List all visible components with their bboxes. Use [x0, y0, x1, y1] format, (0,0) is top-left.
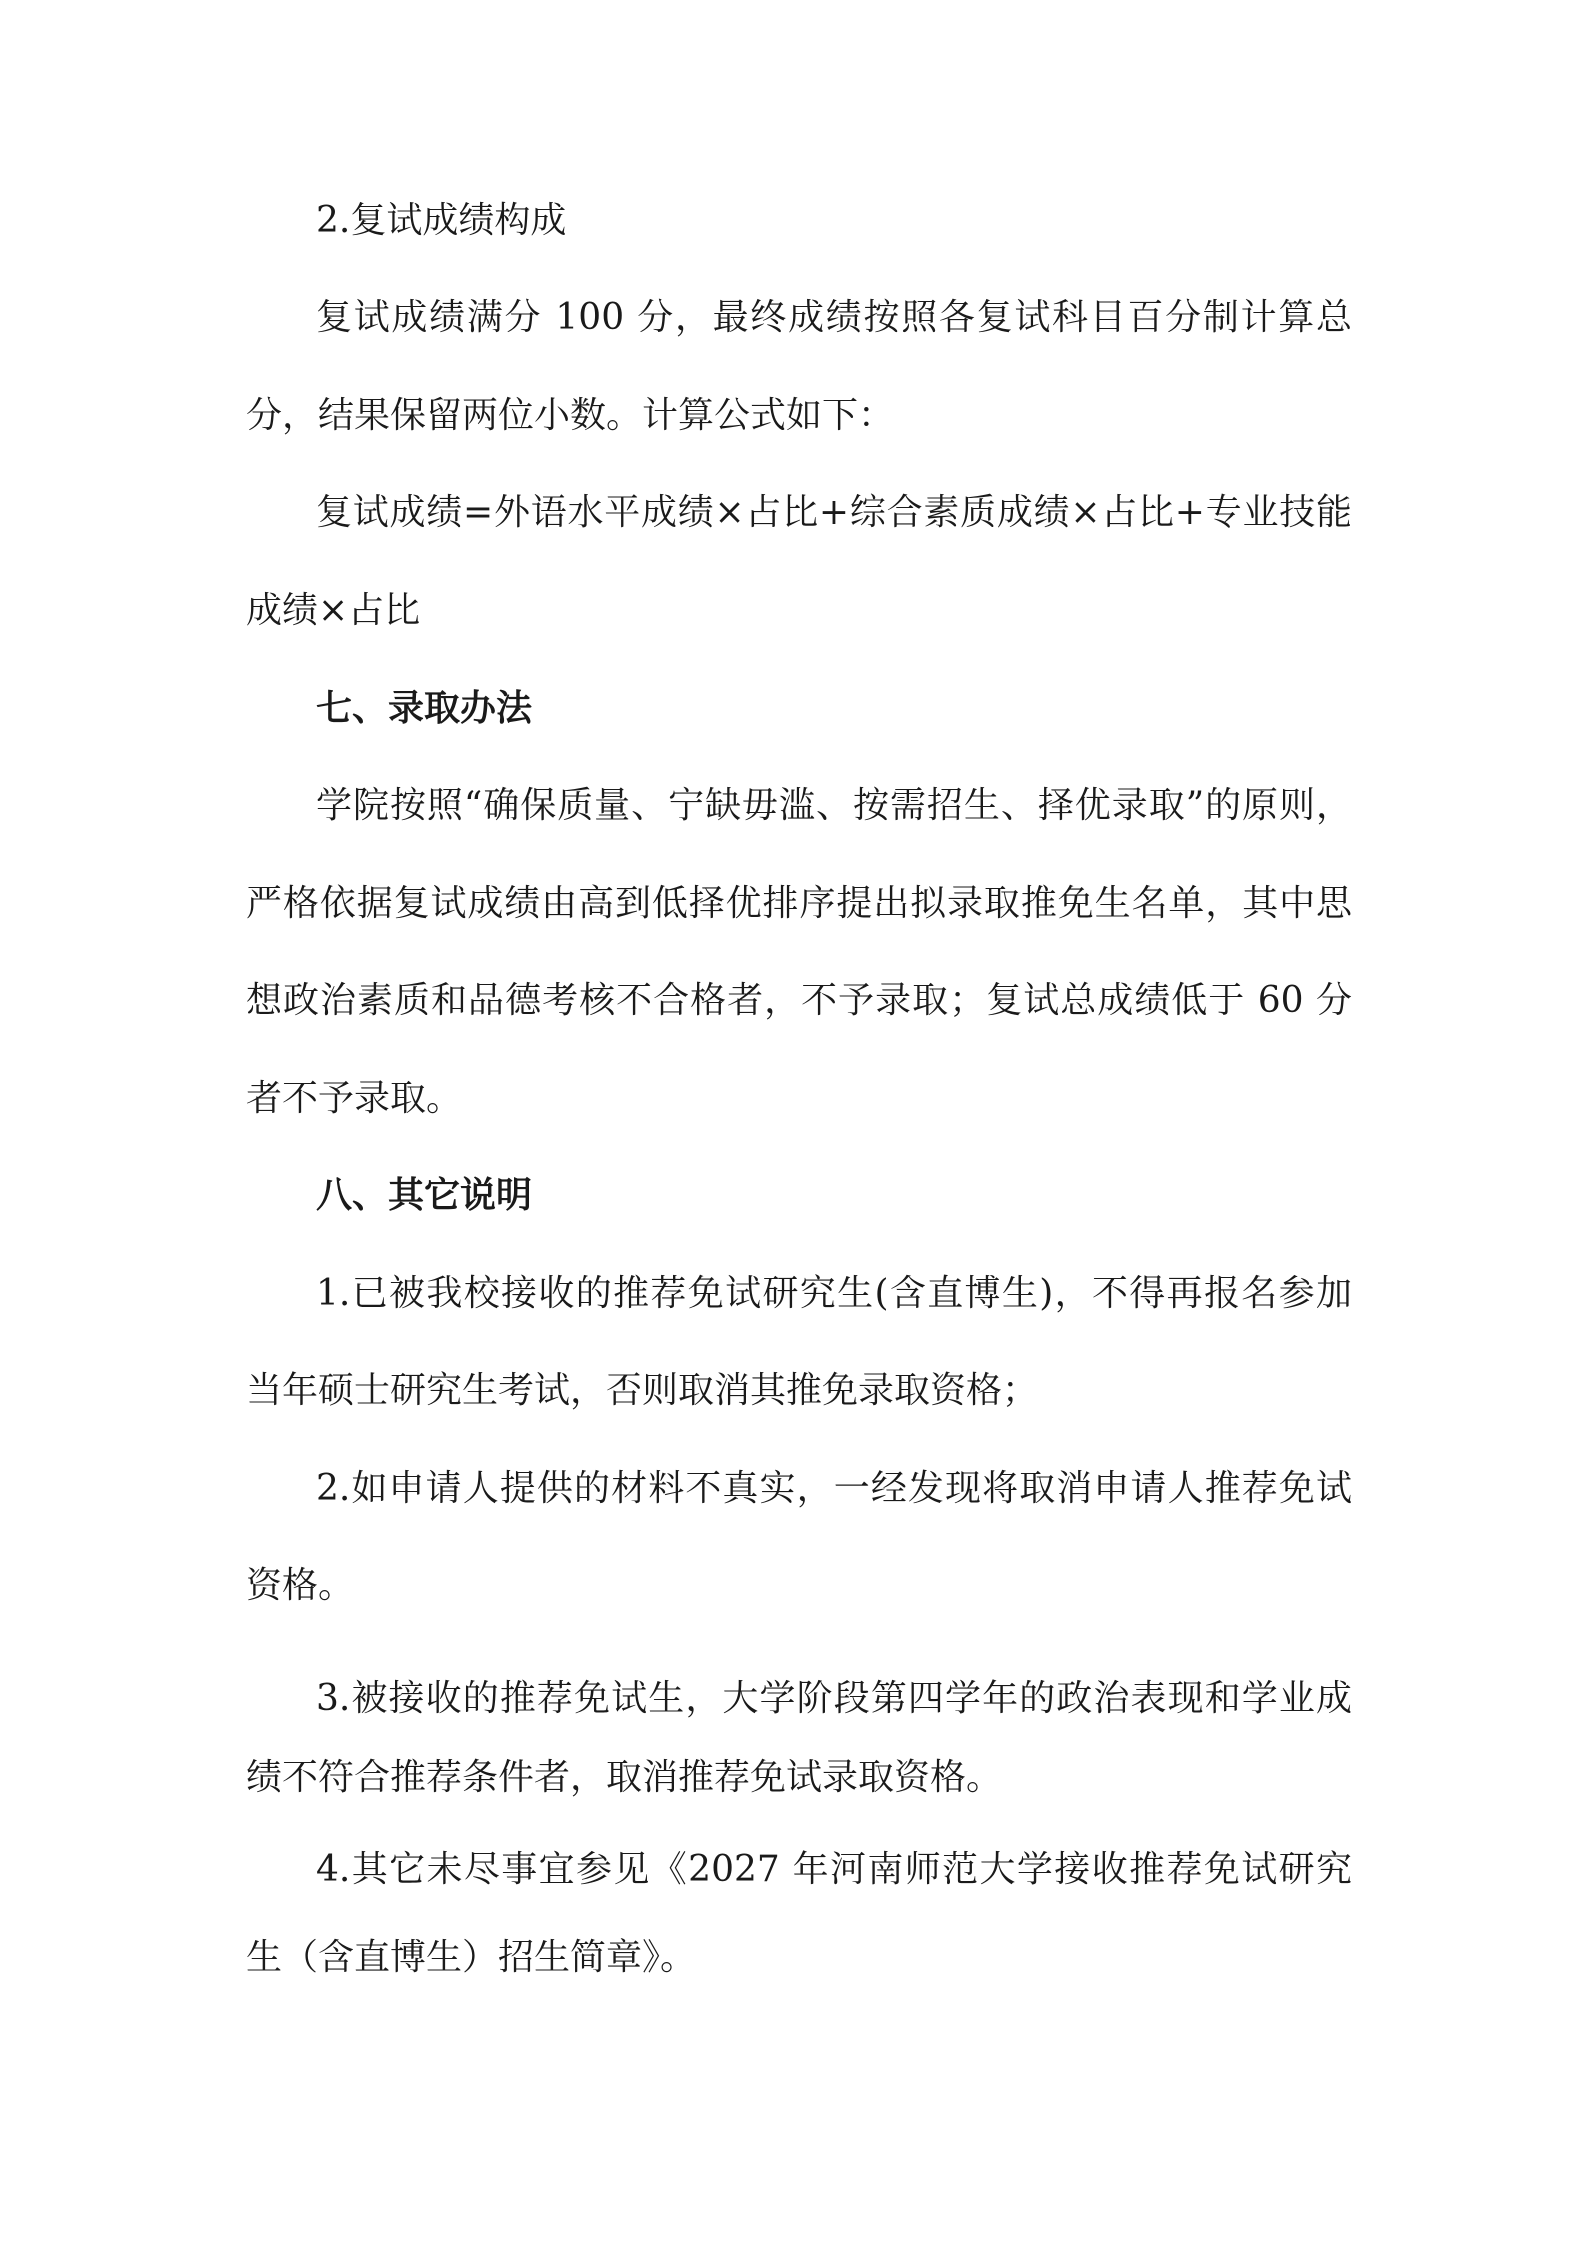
section-heading: 八、其它说明 — [316, 1175, 533, 1216]
list-item-line: 生（含直博生）招生简章》。 — [246, 1937, 697, 1978]
paragraph-line: 分，结果保留两位小数。计算公式如下： — [246, 395, 895, 436]
list-item-line: 资格。 — [246, 1565, 355, 1606]
list-item-line: 当年硕士研究生考试，否则取消其推免录取资格； — [246, 1370, 1039, 1411]
subsection-title: 2.复试成绩构成 — [316, 200, 567, 241]
list-item-line: 绩不符合推荐条件者，取消推荐免试录取资格。 — [246, 1757, 1003, 1798]
paragraph-line: 严格依据复试成绩由高到低择优排序提出拟录取推免生名单，其中思 — [246, 883, 1352, 924]
paragraph-line: 者不予录取。 — [246, 1078, 463, 1119]
list-item-line: 4.其它未尽事宜参见《2027 年河南师范大学接收推荐免试研究 — [316, 1849, 1352, 1890]
list-item-line: 2.如申请人提供的材料不真实，一经发现将取消申请人推荐免试 — [316, 1468, 1352, 1509]
paragraph-line: 学院按照“确保质量、宁缺毋滥、按需招生、择优录取”的原则， — [316, 785, 1352, 826]
formula-line: 复试成绩=外语水平成绩×占比+综合素质成绩×占比+专业技能 — [316, 492, 1352, 533]
paragraph-line: 想政治素质和品德考核不合格者，不予录取；复试总成绩低于 60 分 — [246, 980, 1352, 1021]
paragraph-line: 复试成绩满分 100 分，最终成绩按照各复试科目百分制计算总 — [316, 297, 1352, 338]
list-item-line: 1.已被我校接收的推荐免试研究生(含直博生)，不得再报名参加 — [316, 1273, 1352, 1314]
formula-line: 成绩×占比 — [246, 590, 421, 631]
list-item-line: 3.被接收的推荐免试生，大学阶段第四学年的政治表现和学业成 — [316, 1678, 1352, 1719]
section-heading: 七、录取办法 — [316, 688, 533, 729]
